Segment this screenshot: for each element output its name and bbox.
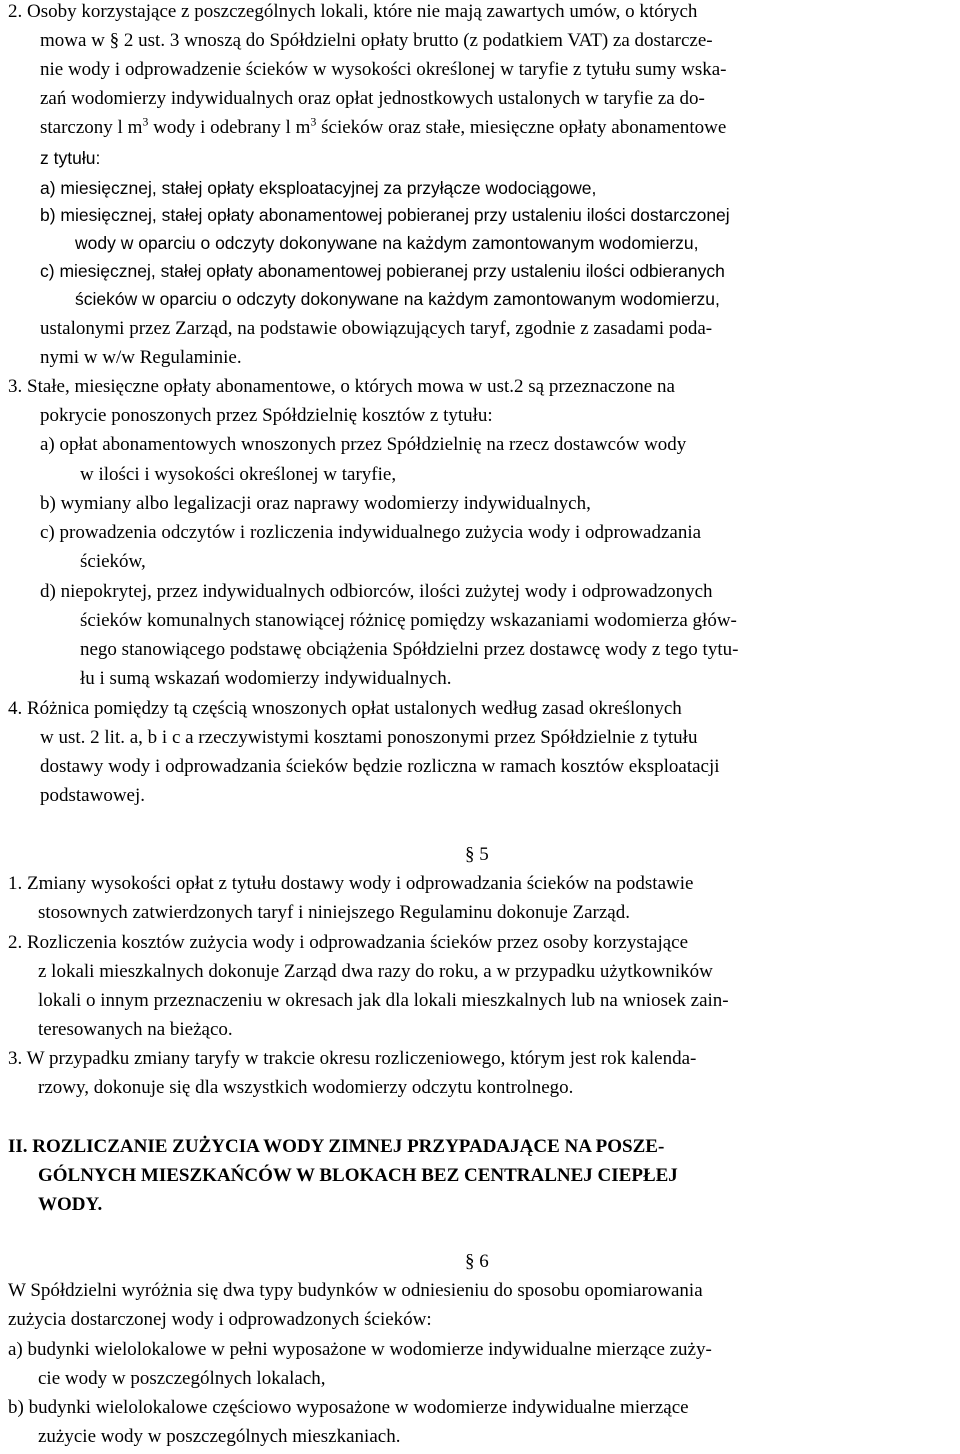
p2-line-5 [40,114,727,138]
s6-item-b-line-2: zużycie wody w poszczególnych mieszkaniach. [38,1426,401,1447]
p3-item-c-line-2: ścieków, [80,551,146,572]
p2-line-4: zań wodomierzy indywidualnych oraz opłat jednostkowych ustalonych w taryfie za do- [40,88,705,109]
section-6-heading: § 6 [465,1251,489,1272]
p2-item-c-line-1: c) miesięcznej, stałej opłaty abonamentowej pobieranej przy ustaleniu ilości odbieranych [40,261,725,281]
p2-item-b-line-2: wody w oparciu o odczyty dokonywane na każdym zamontowanym wodomierzu, [75,233,699,253]
s6-item-b-line-1: b) budynki wielolokalowe częściowo wyposażone w wodomierze indywidualne mierzące [8,1397,689,1418]
p2-line-1: 2. Osoby korzystające z poszczególnych lokali, które nie mają zawartych umów, o których [8,1,698,22]
superscript-cubic-1: 3 [142,114,149,129]
p3-item-d-line-4: łu i sumą wskazań wodomierzy indywidualnych. [80,668,452,689]
s5-p3-line-2: rzowy, dokonuje się dla wszystkich wodomierzy odczytu kontrolnego. [38,1077,574,1098]
s5-p1-line-2: stosownych zatwierdzonych taryf i niniejszego Regulaminu dokonuje Zarząd. [38,902,630,923]
s5-p3-line-1: 3. W przypadku zmiany taryfy w trakcie okresu rozliczeniowego, którym jest rok kalenda- [8,1048,697,1069]
p4-line-1: 4. Różnica pomiędzy tą częścią wnoszonych opłat ustalonych według zasad określonych [8,698,682,719]
p2-line-2: mowa w § 2 ust. 3 wnoszą do Spółdzielni opłaty brutto (z podatkiem VAT) za dostarcze- [40,30,713,51]
p2-line-5-c: ścieków oraz stałe, miesięczne opłaty abonamentowe [316,117,727,138]
p3-line-1: 3. Stałe, miesięczne opłaty abonamentowe, o których mowa w ust.2 są przeznaczone na [8,376,675,397]
p3-item-a-line-1: a) opłat abonamentowych wnoszonych przez Spółdzielnię na rzecz dostawców wody [40,434,687,455]
s5-p2-line-2: z lokali mieszkalnych dokonuje Zarząd dwa razy do roku, a w przypadku użytkowników [38,961,713,982]
p4-line-4: podstawowej. [40,785,146,806]
p3-item-d-line-2: ścieków komunalnych stanowiącej różnicę pomiędzy wskazaniami wodomierza głów- [80,610,737,631]
p3-line-2: pokrycie ponoszonych przez Spółdzielnię kosztów z tytułu: [40,405,493,426]
s5-p2-line-1: 2. Rozliczenia kosztów zużycia wody i odprowadzania ścieków przez osoby korzystające [8,932,689,953]
p3-item-c-line-1: c) prowadzenia odczytów i rozliczenia indywidualnego zużycia wody i odprowadzania [40,522,702,543]
s5-p2-line-4: teresowanych na bieżąco. [38,1019,233,1040]
p3-item-b: b) wymiany albo legalizacji oraz naprawy wodomierzy indywidualnych, [40,493,591,514]
p3-item-d-line-1: d) niepokrytej, przez indywidualnych odbiorców, ilości zużytej wody i odprowadzonych [40,581,713,602]
s6-line-2: zużycia dostarczonej wody i odprowadzonych ścieków: [8,1309,432,1330]
s5-p1-line-1: 1. Zmiany wysokości opłat z tytułu dostawy wody i odprowadzania ścieków na podstawie [8,873,694,894]
superscript-cubic-2: 3 [310,114,317,129]
section-2-title-line-2: GÓLNYCH MIESZKAŃCÓW W BLOKACH BEZ CENTRALNEJ CIEPŁEJ [38,1165,678,1186]
s5-p2-line-3: lokali o innym przeznaczeniu w okresach jak dla lokali mieszkalnych lub na wniosek zain- [38,990,729,1011]
p3-item-d-line-3: nego stanowiącego podstawę obciążenia Spółdzielni przez dostawcę wody z tego tytu- [80,639,739,660]
p2-closing-line-2: nymi w w/w Regulaminie. [40,347,242,368]
s6-item-a-line-1: a) budynki wielolokalowe w pełni wyposażone w wodomierze indywidualne mierzące zuży- [8,1339,712,1360]
p2-line-5-b: wody i odebrany l m [148,117,311,138]
section-2-title-line-3: WODY. [38,1194,103,1215]
s6-item-a-line-2: cie wody w poszczególnych lokalach, [38,1368,326,1389]
p3-item-a-line-2: w ilości i wysokości określonej w taryfie, [80,464,397,485]
p2-item-b-line-1: b) miesięcznej, stałej opłaty abonamentowej pobieranej przy ustaleniu ilości dostarczonej [40,205,730,225]
p2-line-5-a: starczony l m [40,117,143,138]
p2-item-a: a) miesięcznej, stałej opłaty eksploatacyjnej za przyłącze wodociągowe, [40,178,597,198]
p4-line-2: w ust. 2 lit. a, b i c a rzeczywistymi kosztami ponoszonymi przez Spółdzielnie z tytułu [40,727,698,748]
section-2-title-line-1: II. ROZLICZANIE ZUŻYCIA WODY ZIMNEJ PRZYPADAJĄCE NA POSZE- [8,1136,665,1157]
p2-item-c-line-2: ścieków w oparciu o odczyty dokonywane na każdym zamontowanym wodomierzu, [75,289,720,309]
p4-line-3: dostawy wody i odprowadzania ścieków będzie rozliczna w ramach kosztów eksploatacji [40,756,720,777]
section-5-heading: § 5 [465,844,489,865]
p2-line-3: nie wody i odprowadzenie ścieków w wysokości określonej w taryfie z tytułu sumy wska- [40,59,727,80]
s6-line-1: W Spółdzielni wyróżnia się dwa typy budynków w odniesieniu do sposobu opomiarowania [8,1280,703,1301]
p2-closing-line-1: ustalonymi przez Zarząd, na podstawie obowiązujących taryf, zgodnie z zasadami poda- [40,318,713,339]
p2-line-6: z tytułu: [40,148,101,168]
